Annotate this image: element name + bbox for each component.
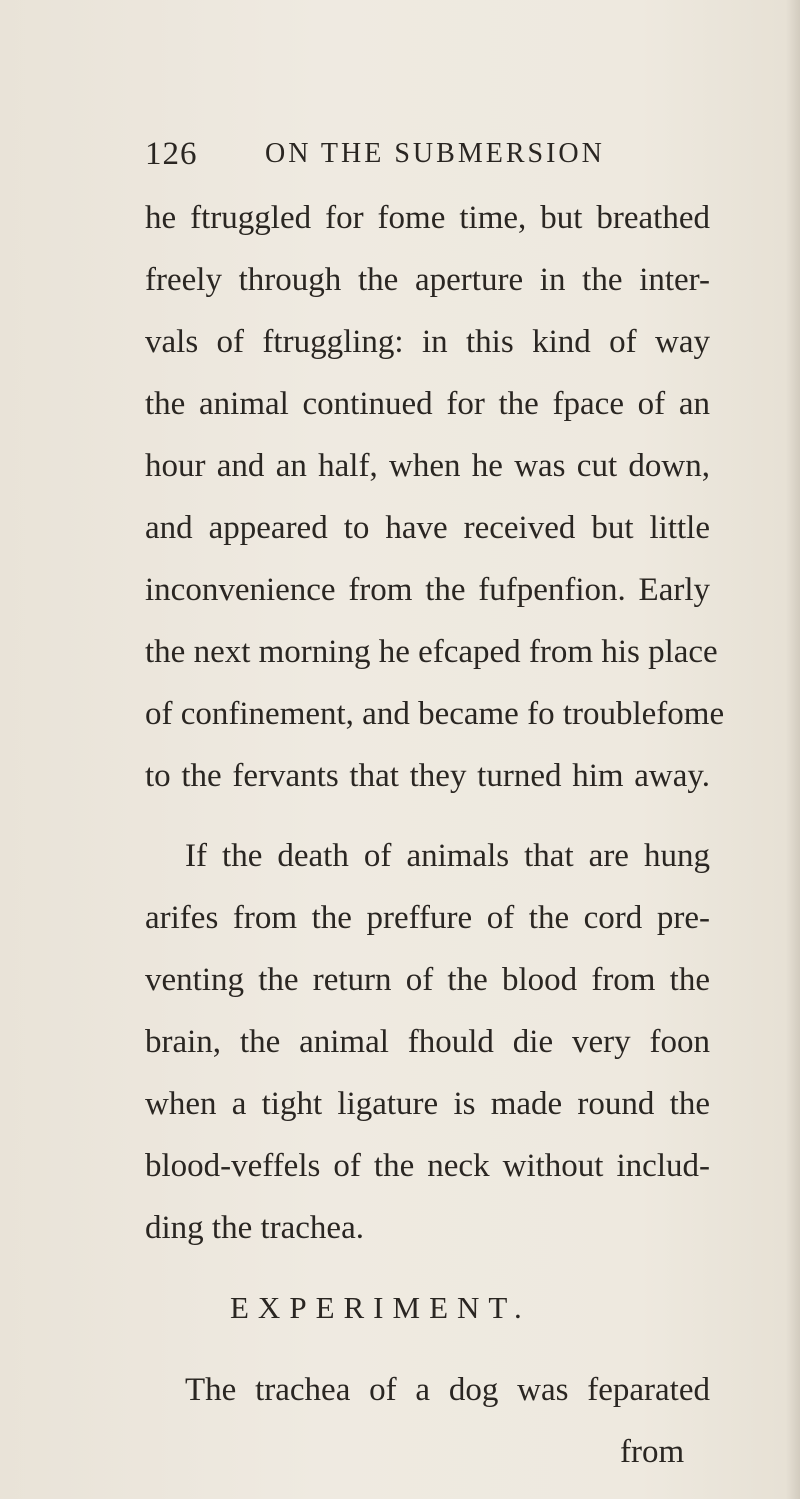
text-line: inconvenience from the fufpenfion. Early bbox=[145, 572, 710, 608]
text-line: of confinement, and became fo troublefome bbox=[145, 696, 725, 732]
text-line: he ftruggled for fome time, but breathed bbox=[145, 200, 710, 236]
text-line: blood-veffels of the neck without includ- bbox=[145, 1148, 710, 1184]
text-line: ding the trachea. bbox=[145, 1210, 364, 1246]
page-header bbox=[145, 136, 745, 180]
text-line: venting the return of the blood from the bbox=[145, 962, 710, 998]
section-heading: EXPERIMENT. bbox=[230, 1290, 531, 1325]
text-line: brain, the animal fhould die very foon bbox=[145, 1024, 710, 1060]
text-line: The trachea of a dog was feparated bbox=[185, 1372, 710, 1408]
text-line: arifes from the preffure of the cord pre- bbox=[145, 900, 710, 936]
text-line: freely through the aperture in the inter- bbox=[145, 262, 710, 298]
text-line: hour and an half, when he was cut down, bbox=[145, 448, 710, 484]
text-line: to the fervants that they turned him away. bbox=[145, 758, 710, 794]
text-line: vals of ftruggling: in this kind of way bbox=[145, 324, 710, 360]
page-number: 126 bbox=[145, 136, 198, 172]
text-line: the animal continued for the fpace of an bbox=[145, 386, 710, 422]
text-line: when a tight ligature is made round the bbox=[145, 1086, 710, 1122]
text-line: the next morning he efcaped from his place bbox=[145, 634, 718, 670]
running-head: ON THE SUBMERSION bbox=[265, 138, 605, 169]
page-edge-shadow bbox=[786, 0, 800, 1499]
text-line: If the death of animals that are hung bbox=[185, 838, 710, 874]
catchword: from bbox=[620, 1434, 685, 1470]
text-line: and appeared to have received but little bbox=[145, 510, 710, 546]
